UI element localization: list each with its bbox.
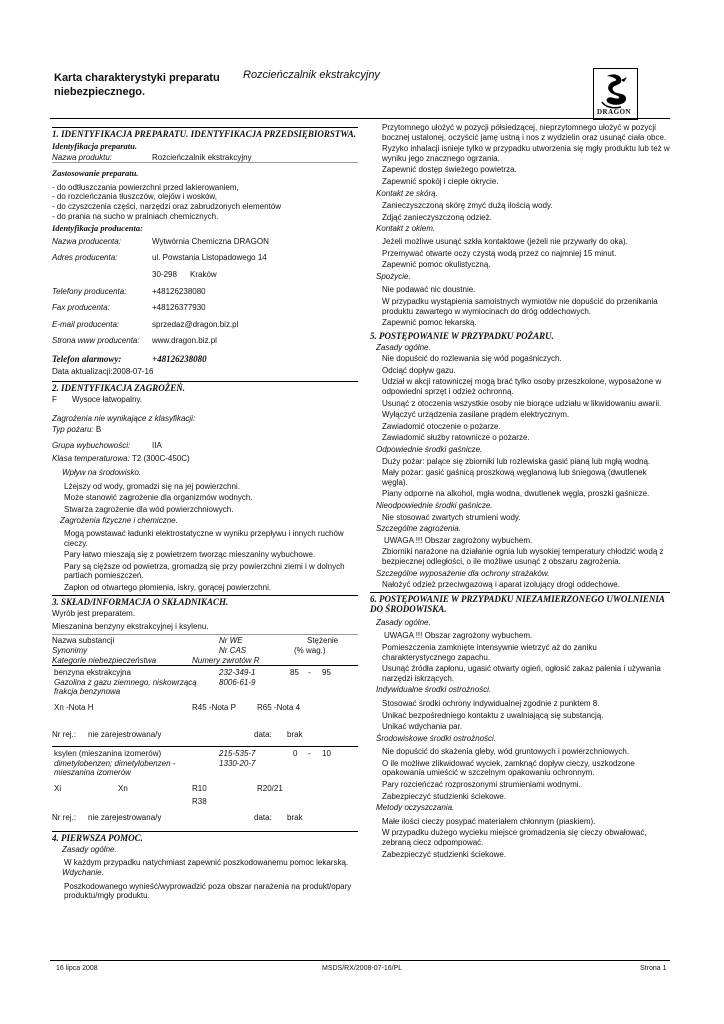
th-synonyms: Synonimy [52,645,88,655]
fire-item: Zawiadomić służby ratownicze o pożarze. [382,433,530,443]
fire-type: B [95,425,102,435]
inhalation-title: Wdychanie. [62,867,104,877]
first-aid-general: Zasady ogólne. [62,844,117,854]
eye-title: Kontakt z okiem. [376,224,436,234]
release-item: Usunąć źródła zapłonu, ugasić otwarty ogień, ogłosić zakaz palenia i używania narzędzi iskrzących. [382,664,661,683]
phys-item: Pary łatwo mieszają się z powietrzem tworząc mieszaniny wybuchowe. [64,550,316,560]
inhalation-item: Ryzyko inhalacji isnieje tylko w przypadku utworzenia się mgły produktu lub też w wyniku jego znacznego ogrzania. [382,144,670,163]
c1-nr-value: nie zarejestrowana/y [88,729,162,739]
footer-page: Strona 1 [640,965,667,972]
use-item: - do czyszczenia części, narzędzi oraz zabrudzonych elementów [52,201,281,211]
c2-name: ksylen (mieszanina izomerów) [54,748,162,758]
section-1-title: 1. IDENTYFIKACJA PREPARATU. IDENTYFIKACJA PRZEDSIĘBIORSTWA. [52,129,356,139]
temp-class: T2 (300C-450C) [131,454,190,464]
explosion-group-label: Grupa wybuchowości: [52,440,131,450]
c1-dash: - [308,667,311,677]
personal-precaution-item: Unikać bezpośredniego kontaktu z uwalniającą się substancją. [382,710,604,720]
c2-category-1: Xi [54,783,62,793]
phys-item: Pary są cięższe od powietrza, gromadzą się przy powierzchni ziemi i w dolnych partiach pomieszczeń. [64,561,345,581]
composition-reg-2 [52,813,358,827]
extinguish-ok-item: Piany odporne na alkohol, mgła wodna, dwutlenek węgla, proszki gaśnicze. [382,489,650,499]
env-impact-title: Wpływ na środowisko. [62,468,142,478]
env-precaution-item: Pary rozcieńczać rozproszonymi strumieniami wodnymi. [382,780,581,790]
c2-from: 0 [293,748,298,758]
c2-r2: R20/21 [257,783,283,793]
env-item: Stwarza zagrożenie dla wód powierzchniowych. [64,504,234,514]
skin-item: Zanieczyszczoną skórę zmyć dużą ilością wody. [382,201,553,211]
ingestion-item: W przypadku wystąpienia samoistnych wymiotów nie dopuścić do przenikania produktu zawartego w wymiocinach do dróg oddechowych. [382,296,658,316]
use-item: - do odtłuszczania powierzchni przed lakierowaniem, [52,182,239,192]
c1-synonym: Gazolina z gazu ziemnego, niskowrzącą frakcja benzynowa [54,677,197,697]
ingestion-item: Nie podawać nic doustnie. [382,285,476,295]
header-divider [50,118,670,119]
producer-name-label: Nazwa producenta: [52,236,121,246]
th-unit: (% wag.) [294,645,326,655]
alarm-phone: +48126238080 [152,353,207,364]
use-item: - do rozcieńczania tłuszczów, olejów i wosków, [52,192,217,202]
ingestion-title: Spożycie. [376,271,411,281]
extinguish-ok-item: Mały pożar: gasić gaśnicą proszkową węglanową lub śniegową (dwutlenek węgla). [382,468,647,487]
c2-r3: R38 [192,796,207,806]
footer-date: 16 lipca 2008 [56,965,98,972]
c1-nr-label: Nr rej.: [52,729,76,739]
c2-nr-value: nie zarejestrowana/y [88,812,162,822]
personal-precautions-title: Indywidualne środki ostrożności. [376,685,492,695]
fire-general-title: Zasady ogólne. [376,342,431,352]
producer-address: ul. Powstania Listopadowego 14 [152,253,267,263]
explosion-group: IIA [152,440,162,450]
producer-city: Kraków [190,269,217,279]
inhalation-item: Przytomnego ułożyć w pozycji półsiedzącej, nieprzytomnego ułożyć w pozycji bocznej ustalonej, oczyścić jamę ustną i nos z wydzielin oraz usunąć ciała obce. [382,123,667,142]
firefighter-eq-title: Szczególne wyposażenie dla ochrony strażaków. [376,568,550,578]
c1-to: 95 [322,667,331,677]
section-3-title: 3. SKŁAD/INFORMACJA O SKŁADNIKACH. [52,595,358,607]
extinguish-ok-item: Duży pożar: palące się zbiorniki lub rozlewiska gasić pianą lub mgłą wodną. [382,456,651,466]
extinguish-bad-item: Nie stosować zwartych strumieni wody. [382,512,521,522]
phys-hazards-title: Zagrożenia fizyczne i chemiczne. [60,516,178,526]
product-name-label: Nazwa produktu: [52,152,113,162]
composition-reg-1 [52,730,358,744]
producer-fax: +48126377930 [152,303,206,313]
fire-item: Wyłączyć urządzenia zasilane prądem elektrycznym. [382,410,570,420]
producer-name: Wytwórnia Chemiczna DRAGON [152,236,269,246]
section-6-title: 6. POSTĘPOWANIE W PRZYPADKU NIEZAMIERZONEGO UWOLNIENIA DO ŚRODOWISKA. [370,592,670,614]
release-general-title: Zasady ogólne. [376,617,431,627]
c1-r2: R65 -Nota 4 [257,702,301,712]
extinguish-bad-title: Nieodpowiednie środki gaśnicze. [376,501,493,510]
phys-item: Zapłon od otwartego płomienia, iskry, gorącej powierzchni. [64,583,272,592]
document-title: Karta charakterystyki preparatu niebezpiecznego. [54,72,220,98]
cleanup-item: W przypadku dużego wycieku miejsce gromadzenia się cieczy obwałować, zebraną ciecz odpompować. [382,828,647,848]
fire-type-label: Typ pożaru: [52,425,94,435]
firefighter-eq-item: Nałożyć odzież przeciwgazową i aparat izolujący drogi oddechowe. [382,580,620,590]
use-item: - do prania na sucho w pralniach chemicznych. [52,211,219,221]
c1-name: benzyna ekstrakcyjna [54,667,131,677]
update-date: Data aktualizacji:2008-07-16 [52,366,154,376]
ingestion-item: Zapewnić pomoc lekarską. [382,318,477,328]
c2-synonym: dimetylobenzen; dimetylobenzen - mieszanina izomerów [54,758,176,778]
th-r-phrases: Numery zwrotów R [192,655,260,665]
special-hazard-item: Zbiorniki narażone na działanie ognia lub wysokiej temperatury chłodzić wodą z bezpiecznej odległości, o ile możliwe usunąć z obszaru zagrożenia. [382,547,664,566]
cleanup-item: Małe ilości cieczy posypać materiałem chłonnym (piaskiem). [382,816,596,826]
producer-fax-label: Fax producenta: [52,303,110,313]
c1-category: Xn -Nota H [54,702,94,712]
composition-row-2 [52,746,358,817]
c1-r1: R45 -Nota P [192,702,237,712]
eye-item: Zapewnić pomoc okulistyczną. [382,260,491,270]
first-aid-general-text: W każdym przypadku natychmiast zapewnić poszkodowanemu pomoc lekarską. [64,858,349,868]
producer-phone: +48126238080 [152,286,206,296]
producer-www: www.dragon.biz.pl [152,336,217,346]
producer-zip: 30-298 [152,269,177,279]
left-column [52,125,358,901]
eye-item: Jeżeli możliwe usunąć szkła kontaktowe (jeżeli nie przywarły do oka). [382,236,628,246]
env-item: Lżejszy od wody, gromadzi się na jej powierzchni. [64,481,240,491]
eye-item: Przemywać otwarte oczy czystą wodą przez co najmniej 15 minut. [382,248,617,258]
c1-cas: 8006-61-9 [219,677,256,687]
fire-item: Usunąć z otoczenia wszystkie osoby nie biorące udziału w likwidowaniu awarii. [382,398,662,408]
fire-item: Udział w akcji ratowniczej mogą brać tylko osoby przeszkolone, wyposażone w odpowiedni sprzęt i odzież ochronną. [382,377,662,397]
section-1-use: Zastosowanie preparatu. [52,168,139,179]
skin-title: Kontakt ze skórą. [376,188,438,198]
composition-row-1 [52,665,358,730]
temp-class-label: Klasa temperaturowa: [52,454,130,464]
product-name-value: Rozcieńczalnik ekstrakcyjny [152,152,252,162]
release-item: Pomieszczenia zamknięte intensywnie wietrzyć aż do zaniku charakterystycznego zapachu. [382,642,597,662]
producer-email: sprzedaz@dragon.biz.pl [152,319,239,329]
c2-data-label: data: [254,812,272,822]
section-2-title: 2. IDENTYFIKACJA ZAGROŻEŃ. [52,381,358,393]
env-precautions-title: Środowiskowe środki ostrożności. [376,733,497,743]
special-hazards-title: Szczególne zagrożenia. [376,524,461,534]
composition-line: Mieszanina benzyny ekstrakcyjnej i ksylenu. [52,622,209,632]
c2-we: 215-535-7 [219,748,256,758]
composition-table-header [52,634,358,665]
producer-www-label: Strona www producenta: [52,336,140,346]
special-hazard-item: UWAGA !!! Obszar zagrożony wybuchem. [384,535,533,545]
th-nr-cas: Nr CAS [219,645,247,655]
fire-item: Odciąć dopływ gazu. [382,365,456,375]
phys-item: Mogą powstawać ładunki elektrostatyczne w wyniku przepływu i innych ruchów cieczy. [64,529,344,548]
fire-item: Nie dopuścić do rozlewania się wód pogaśniczych. [382,354,562,364]
section-5-title: 5. POSTĘPOWANIE W PRZYPADKU POŻARU. [370,330,554,341]
dragon-logo [593,68,638,120]
footer-divider [50,960,670,961]
producer-email-label: E-mail producenta: [52,319,120,329]
section-1-ident: Identyfikacja preparatu. [52,141,137,151]
c2-cas: 1330-20-7 [219,758,256,768]
th-categories: Kategorie niebezpieczeństwa [52,655,157,665]
inhalation-item: Zapewnić dostęp świeżego powietrza. [382,165,517,175]
skin-item: Zdjąć zanieczyszczoną odzież. [382,212,492,222]
nonclass-hazards: Zagrożenia nie wynikające z klasyfikacji: [52,413,196,423]
release-item: UWAGA !!! Obszar zagrożony wybuchem. [384,631,533,641]
producer-phone-label: Telefony producenta: [52,286,127,296]
th-substance: Nazwa substancji [52,635,115,645]
env-precaution-item: Nie dopuścić do skażenia gleby, wód gruntowych i powierzchniowych. [382,747,630,757]
c1-data-label: data: [254,729,272,739]
section-1-producer: Identyfikacja producenta: [52,223,143,234]
th-nr-we: Nr WE [219,635,243,645]
hazard-symbol: F [52,395,57,405]
logo-text: DRAGON [597,108,632,116]
product-name-header: Rozcieńczalnik ekstrakcyjny [243,69,380,81]
producer-address-label: Adres producenta: [52,253,118,263]
footer-code: MSDS/RX/2008-07-16/PL [322,965,403,972]
cleanup-title: Metody oczyszczania. [376,803,455,813]
c2-to: 10 [322,748,331,758]
c1-we: 232-349-1 [219,667,256,677]
c2-dash: - [308,748,311,758]
c2-data-value: brak [287,812,303,822]
c2-nr-label: Nr rej.: [52,812,76,822]
inhalation-text: Poszkodowanego wynieść/wyprowadzić poza obszar narażenia na produkt/opary produktu/mgły produktu. [64,881,352,901]
inhalation-item: Zapewnić spokój i ciepłe okrycie. [382,176,499,186]
alarm-phone-label: Telefon alarmowy: [52,353,122,364]
right-column [370,123,670,861]
c2-category-2: Xn [118,783,128,793]
env-precaution-item: O ile możliwe zlikwidować wyciek, zamknąć dopływ cieczy, uszkodzone opakowania umieścić w szczelnym opakowaniu ochronnym. [382,758,635,778]
personal-precaution-item: Unikać wdychania par. [382,722,463,732]
c1-from: 85 [290,667,299,677]
cleanup-item: Zabezpieczyć studzienki ściekowe. [382,849,507,859]
section-4-title: 4. PIERWSZA POMOC. [52,831,358,843]
personal-precaution-item: Stosować środki ochrony indywidualnej zgodnie z punktem 8. [382,698,600,708]
c2-r1: R10 [192,783,207,793]
hazard-text: Wysoce łatwopalny. [72,395,143,405]
env-item: Może stanowić zagrożenie dla organizmów wodnych. [64,493,253,503]
env-precaution-item: Zabezpieczyć studzienki ściekowe. [382,791,507,801]
fire-item: Zawiadomić otoczenie o pożarze. [382,421,501,431]
extinguish-ok-title: Odpowiednie środki gaśnicze. [376,445,483,455]
composition-line: Wyrób jest preparatem. [52,608,136,618]
th-concentration: Stężenie [307,635,339,645]
c1-data-value: brak [287,729,303,739]
